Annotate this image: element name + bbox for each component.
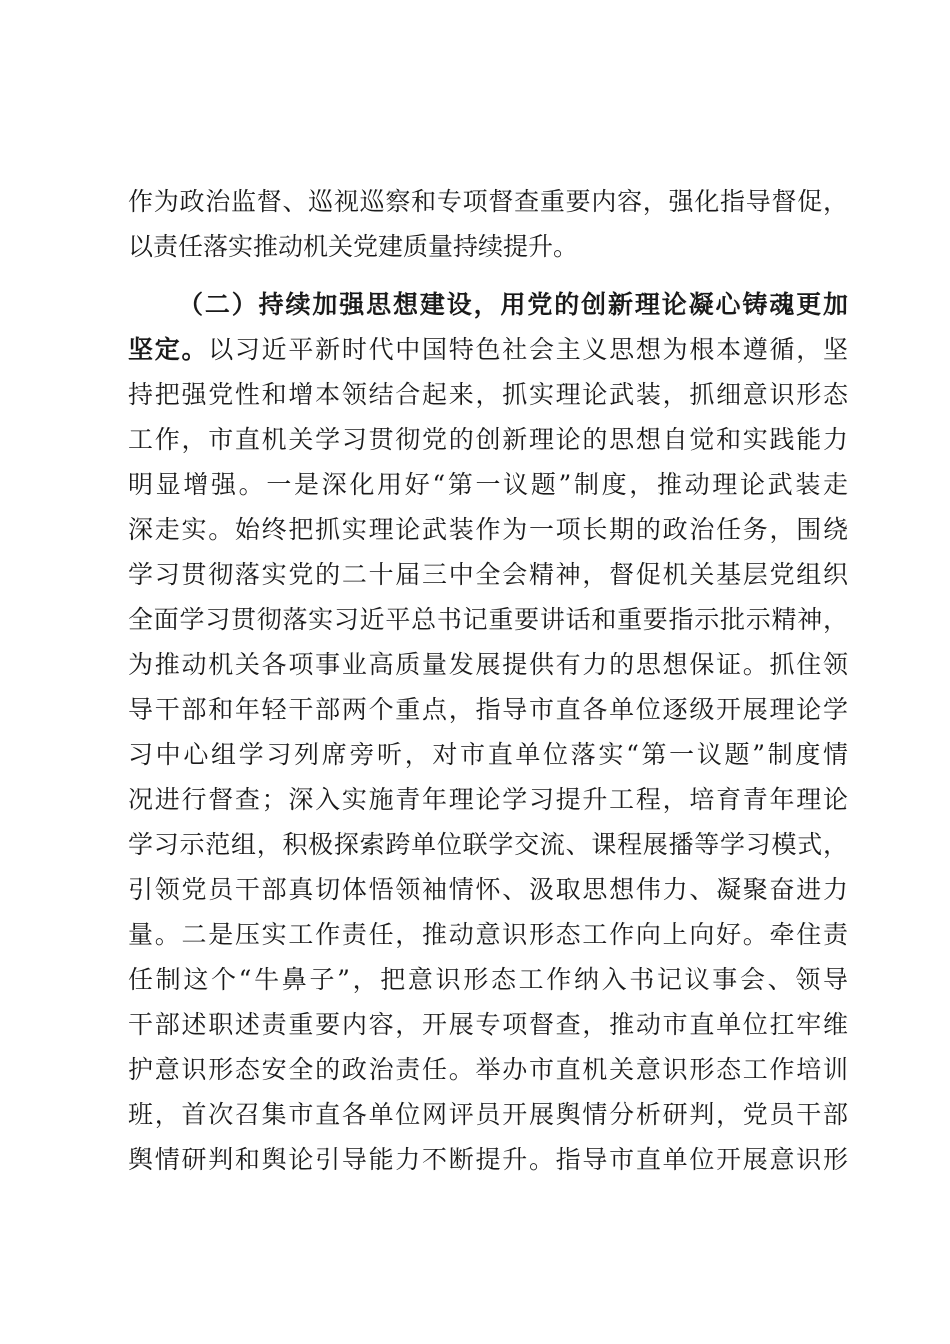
paragraph-line: 作为政治监督、巡视巡察和专项督查重要内容，强化指导督促， [128,187,848,216]
paragraph-line: 干部述职述责重要内容，开展专项督查，推动市直单位扛牢维 [128,1010,848,1039]
paragraph-line: 工作，市直机关学习贯彻党的创新理论的思想自觉和实践能力 [128,425,848,454]
paragraph-line: 护意识形态安全的政治责任。举办市直机关意识形态工作培训 [128,1055,848,1084]
paragraph-line-text: 以习近平新时代中国特色社会主义思想为根本遵循，坚 [208,335,848,364]
paragraph-line: 学习贯彻落实党的二十届三中全会精神，督促机关基层党组织 [128,560,848,589]
paragraph-line: 量。二是压实工作责任，推动意识形态工作向上向好。牵住责 [128,920,848,949]
paragraph-line: 为推动机关各项事业高质量发展提供有力的思想保证。抓住领 [128,650,848,679]
paragraph-line: 学习示范组，积极探索跨单位联学交流、课程展播等学习模式， [128,830,848,859]
paragraph-line: 以责任落实推动机关党建质量持续提升。 [128,232,579,261]
paragraph-line [128,335,848,365]
paragraph-line: 明显增强。一是深化用好“第一议题”制度，推动理论武装走 [128,470,848,499]
paragraph-line: 舆情研判和舆论引导能力不断提升。指导市直单位开展意识形 [128,1145,848,1174]
paragraph-line: 班，首次召集市直各单位网评员开展舆情分析研判，党员干部 [128,1100,848,1129]
paragraph-line: 全面学习贯彻落实习近平总书记重要讲话和重要指示批示精神， [128,605,848,634]
paragraph-line: 习中心组学习列席旁听，对市直单位落实“第一议题”制度情 [128,740,848,769]
paragraph-line: 持把强党性和增本领结合起来，抓实理论武装，抓细意识形态 [128,380,848,409]
paragraph-line: 深走实。始终把抓实理论武装作为一项长期的政治任务，围绕 [128,515,848,544]
section-heading: （二）持续加强思想建设，用党的创新理论凝心铸魂更加 [178,290,848,319]
paragraph-line: 引领党员干部真切体悟领袖情怀、汲取思想伟力、凝聚奋进力 [128,875,848,904]
paragraph-line: 导干部和年轻干部两个重点，指导市直各单位逐级开展理论学 [128,695,848,724]
section-heading-end: 坚定。 [128,335,209,364]
paragraph-line: 况进行督查；深入实施青年理论学习提升工程，培育青年理论 [128,785,848,814]
paragraph-line: 任制这个“牛鼻子”，把意识形态工作纳入书记议事会、领导 [128,965,848,994]
